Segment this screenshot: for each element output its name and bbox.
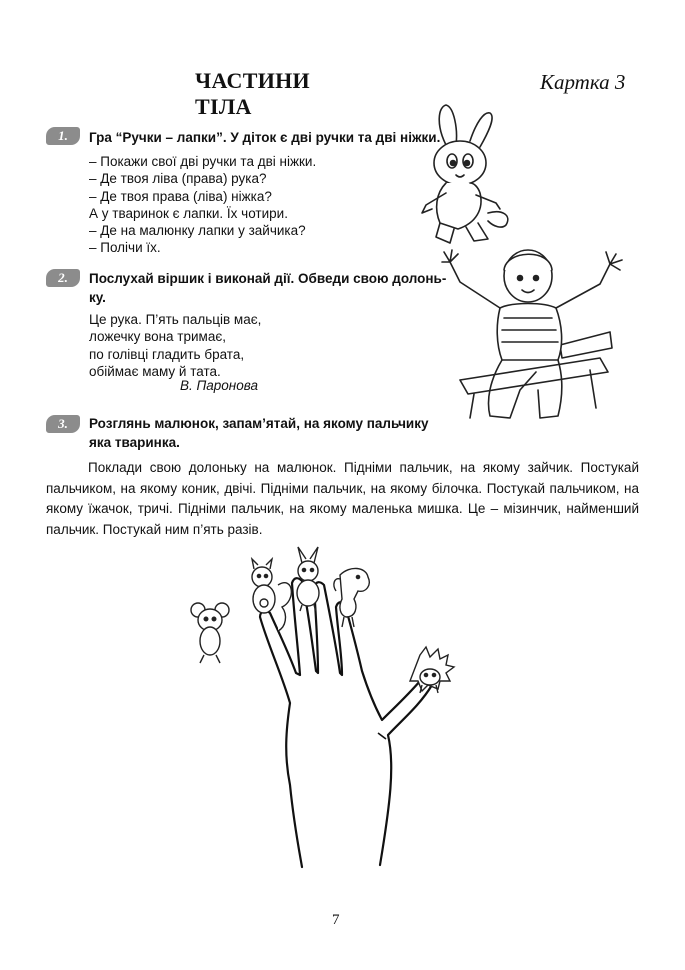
task-1-lines [89,153,316,257]
task-1-line: – Полічи їх. [89,240,161,256]
page-title: ЧАСТИНИ ТІЛА [195,68,310,119]
task-1-title: Гра “Ручки – лапки”. У діток є дві ручки та дві ніжки. [89,130,441,145]
task-1-line: – Де твоя права (ліва) ніжка? [89,188,272,204]
mouse-icon [191,603,229,663]
poem-author: В. Паронова [180,378,259,393]
task-2-title [89,269,446,307]
task-3-paragraph: Поклади свою долоньку на малюнок. Підніми пальчик, на якому зайчик. Постукай пальчиком, на якому коник, двічі. Підніми пальчик, на якому білочка. Постукай пальчиком, на якому їжачок, тричі. Підніми пальчик, на якому маленька мишка. Це – мізинчик, найменший пальчик. Постукай ним п’ять разів. [46,460,639,537]
task-3-title-line: яка тваринка. [89,435,180,450]
hand-outline [260,578,432,867]
squirrel-icon [252,559,291,631]
task-1-line: – Покажи свої дві ручки та дві ніжки. [89,154,317,169]
task-3-title [89,414,428,452]
task-2-title-line: ку. [89,290,106,305]
poem [89,311,261,380]
boy-on-bench-icon [440,240,640,425]
poem-line: по голівці гладить брата, [89,346,245,362]
poem-line: ложечку вона тримає, [89,329,226,345]
card-label: Картка 3 [540,70,626,94]
task-2-title-line: Послухай віршик і виконай дії. Обведи свою долонь- [89,271,447,286]
horse-icon [334,568,369,627]
task-1-line: А у тваринок є лапки. Їх чотири. [89,205,288,221]
task-1-line: – Де твоя ліва (права) рука? [89,171,267,187]
task-1-line: – Де на малюнку лапки у зайчика? [89,223,306,239]
bunny-icon [418,105,528,250]
task-1-number-badge: 1. [46,127,80,145]
page-number: 7 [332,912,340,928]
poem-line: Це рука. П’ять пальців має, [89,312,262,327]
poem-line: обіймає маму й тата. [89,363,221,379]
task-3-title-line: Розглянь малюнок, запам’ятай, на якому пальчику [89,416,429,431]
hand-illustration [190,555,480,895]
task-3-number-badge: 3. [46,415,80,433]
task-2-number-badge: 2. [46,269,80,287]
